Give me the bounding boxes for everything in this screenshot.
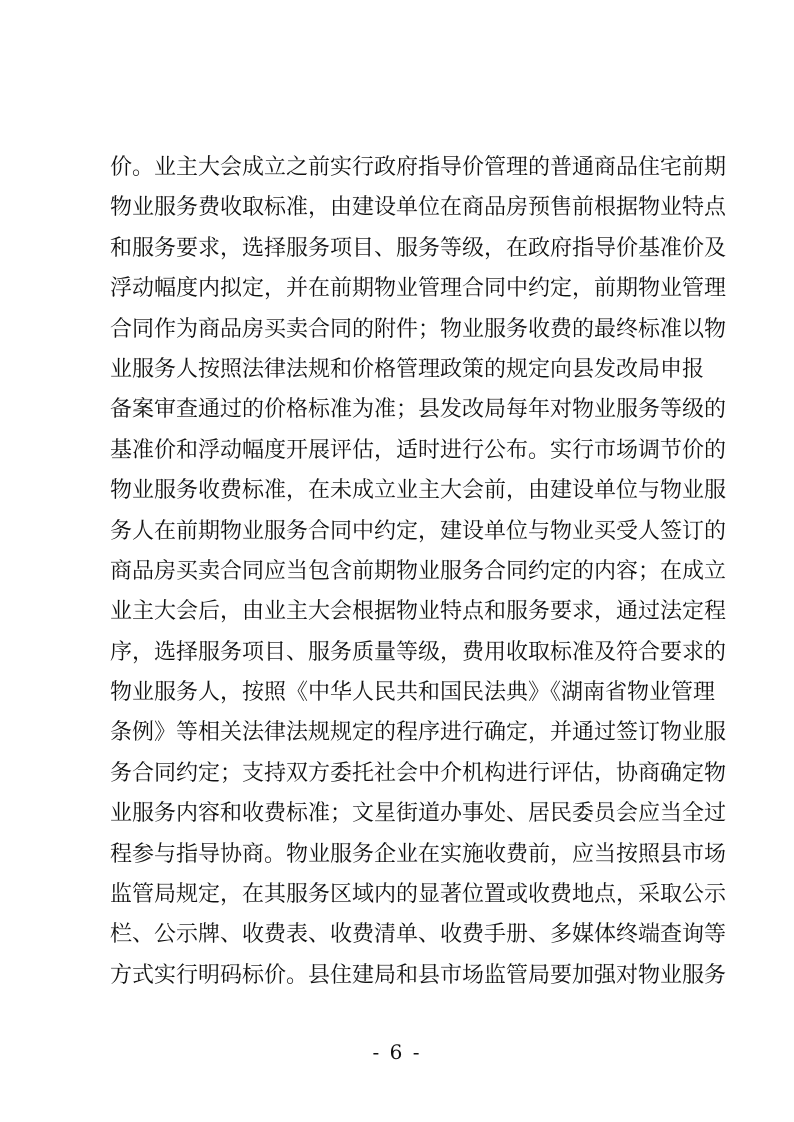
page-number: - 6 - xyxy=(372,1040,422,1064)
text-line: 备案审查通过的价格标准为准；县发改局每年对物业服务等级的 xyxy=(110,397,727,423)
text-line: 监管局规定，在其服务区域内的显著位置或收费地点，采取公示 xyxy=(110,882,727,908)
text-line: 条例》等相关法律法规规定的程序进行确定，并通过签订物业服 xyxy=(110,720,727,746)
text-line: 物业服务人，按照《中华人民共和国民法典》《湖南省物业管理 xyxy=(110,680,716,706)
text-line: 物业服务收费标准，在未成立业主大会前，由建设单位与物业服 xyxy=(110,478,727,504)
text-line: 业服务内容和收费标准；文星街道办事处、居民委员会应当全过 xyxy=(110,801,727,827)
text-line: 栏、公示牌、收费表、收费清单、收费手册、多媒体终端查询等 xyxy=(110,922,727,948)
text-line: 方式实行明码标价。县住建局和县市场监管局要加强对物业服务 xyxy=(110,962,727,988)
text-line: 合同作为商品房买卖合同的附件；物业服务收费的最终标准以物 xyxy=(110,316,727,342)
text-line: 物业服务费收取标准，由建设单位在商品房预售前根据物业特点 xyxy=(110,195,727,221)
text-line: 商品房买卖合同应当包含前期物业服务合同约定的内容；在成立 xyxy=(110,558,727,584)
text-line: 业主大会后，由业主大会根据物业特点和服务要求，通过法定程 xyxy=(110,599,727,625)
text-line: 程参与指导协商。物业服务企业在实施收费前，应当按照县市场 xyxy=(110,841,727,867)
text-line: 序，选择服务项目、服务质量等级，费用收取标准及符合要求的 xyxy=(110,639,727,665)
text-line: 和服务要求，选择服务项目、服务等级，在政府指导价基准价及 xyxy=(110,235,727,261)
text-line: 基准价和浮动幅度开展评估，适时进行公布。实行市场调节价的 xyxy=(110,437,727,463)
text-line: 务合同约定；支持双方委托社会中介机构进行评估，协商确定物 xyxy=(110,760,727,786)
text-line: 浮动幅度内拟定，并在前期物业管理合同中约定，前期物业管理 xyxy=(110,276,727,302)
text-line: 业服务人按照法律法规和价格管理政策的规定向县发改局申报 xyxy=(110,356,705,382)
text-line: 价。业主大会成立之前实行政府指导价管理的普通商品住宅前期 xyxy=(110,155,727,180)
body-text xyxy=(110,148,727,996)
text-line: 务人在前期物业服务合同中约定，建设单位与物业买受人签订的 xyxy=(110,518,727,544)
